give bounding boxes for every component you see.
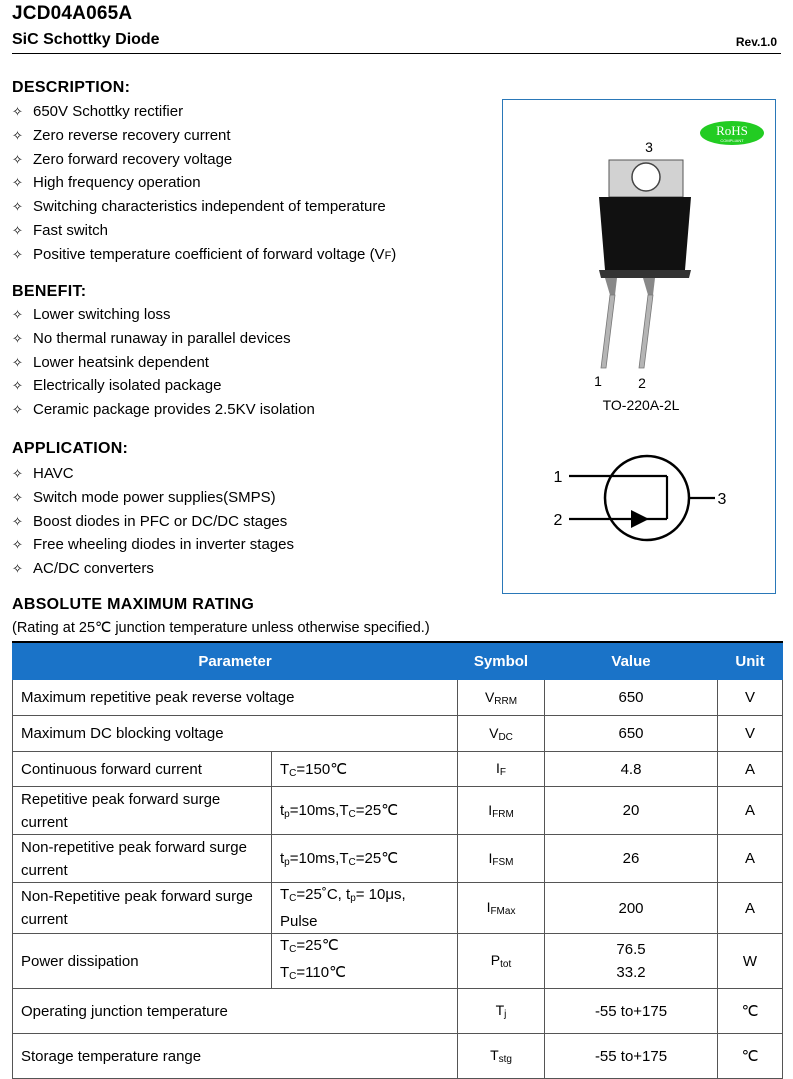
table-header-row xyxy=(13,642,783,680)
table-row xyxy=(13,934,783,989)
list-item xyxy=(12,100,396,124)
amr-note: (Rating at 25℃ junction temperature unless otherwise specified.) xyxy=(12,620,430,636)
benefit-title: BENEFIT: xyxy=(12,283,87,300)
param-cell: Operating junction temperature xyxy=(13,989,458,1034)
list-item xyxy=(12,462,294,486)
param-cell: Storage temperature range xyxy=(13,1034,458,1079)
list-item-text: Zero reverse recovery current xyxy=(33,126,231,144)
table-row xyxy=(13,989,783,1034)
condition-cell: TC=150℃ xyxy=(272,752,458,787)
schematic-circle xyxy=(605,456,689,540)
list-item xyxy=(12,533,294,557)
sparkle-bullet-icon: ✧ xyxy=(12,354,23,370)
subscript: F xyxy=(384,249,392,262)
sparkle-bullet-icon: ✧ xyxy=(12,537,23,553)
value-cell: 4.8 xyxy=(545,752,718,787)
list-item-text: Zero forward recovery voltage xyxy=(33,150,233,168)
col-header-parameter: Parameter xyxy=(13,642,458,680)
table-row xyxy=(13,752,783,787)
symbol-cell: IFSM xyxy=(458,835,545,883)
list-item xyxy=(12,351,315,375)
rohs-badge-label: RoHS xyxy=(716,123,748,138)
schematic-pin-1: 1 xyxy=(553,469,563,486)
param-cell: Power dissipation xyxy=(13,934,272,989)
header-divider xyxy=(12,53,781,54)
product-subtitle: SiC Schottky Diode xyxy=(12,31,160,48)
condition-cell: TC=25℃ TC=110℃ xyxy=(272,934,458,989)
pin-1-label: 1 xyxy=(594,373,602,389)
param-cell: Maximum repetitive peak reverse voltage xyxy=(13,680,458,716)
symbol-cell: IF xyxy=(458,752,545,787)
unit-cell: W xyxy=(718,934,783,989)
value-cell: 200 xyxy=(545,883,718,934)
benefit-list xyxy=(12,303,315,422)
value-cell: 650 xyxy=(545,716,718,752)
sparkle-bullet-icon: ✧ xyxy=(12,199,23,215)
list-item xyxy=(12,243,396,267)
list-item-text: Boost diodes in PFC or DC/DC stages xyxy=(33,512,288,530)
col-header-symbol: Symbol xyxy=(458,642,545,680)
sparkle-bullet-icon: ✧ xyxy=(12,246,23,262)
schematic-symbol xyxy=(554,456,727,540)
sparkle-bullet-icon: ✧ xyxy=(12,489,23,505)
unit-cell: V xyxy=(718,680,783,716)
list-item xyxy=(12,374,315,398)
list-item xyxy=(12,398,315,422)
sparkle-bullet-icon: ✧ xyxy=(12,151,23,167)
lead-1-shoulder xyxy=(605,278,617,295)
list-item xyxy=(12,148,396,172)
sparkle-bullet-icon: ✧ xyxy=(12,402,23,418)
table-row xyxy=(13,1034,783,1079)
list-item-text: Positive temperature coefficient of forward voltage (V xyxy=(33,245,385,263)
symbol-cell: Tj xyxy=(458,989,545,1034)
lead-2-shoulder xyxy=(643,278,655,295)
param-cell: Continuous forward current xyxy=(13,752,272,787)
package-figure xyxy=(502,99,776,594)
table-row xyxy=(13,680,783,716)
sparkle-bullet-icon: ✧ xyxy=(12,222,23,238)
list-item-text: No thermal runaway in parallel devices xyxy=(33,329,291,347)
application-title: APPLICATION: xyxy=(12,440,129,457)
unit-cell: ℃ xyxy=(718,1034,783,1079)
sparkle-bullet-icon: ✧ xyxy=(12,466,23,481)
value-cell: -55 to+175 xyxy=(545,1034,718,1079)
list-item-text: Switching characteristics independent of temperature xyxy=(33,198,386,216)
description-title: DESCRIPTION: xyxy=(12,79,131,96)
table-row xyxy=(13,716,783,752)
value-cell: 26 xyxy=(545,835,718,883)
lead-2 xyxy=(639,295,653,368)
symbol-cell: VDC xyxy=(458,716,545,752)
list-item-text: 650V Schottky rectifier xyxy=(33,103,184,120)
table-row xyxy=(13,835,783,883)
description-list xyxy=(12,100,396,267)
col-header-value: Value xyxy=(545,642,718,680)
sparkle-bullet-icon: ✧ xyxy=(12,561,23,577)
sparkle-bullet-icon: ✧ xyxy=(12,513,23,529)
list-item-text: ) xyxy=(391,245,397,263)
list-item-text: HAVC xyxy=(33,465,74,482)
param-cell: Non-Repetitive peak forward surge current xyxy=(13,883,272,934)
sparkle-bullet-icon: ✧ xyxy=(12,378,23,394)
param-cell: Non-repetitive peak forward surge current xyxy=(13,835,272,883)
application-list xyxy=(12,462,294,581)
package-drawing xyxy=(503,100,775,593)
diode-arrow-icon xyxy=(631,510,649,528)
condition-cell: tp=10ms,TC=25℃ xyxy=(272,787,458,835)
param-cell: Repetitive peak forward surge current xyxy=(13,787,272,835)
table-row xyxy=(13,787,783,835)
list-item-text: Fast switch xyxy=(33,221,109,239)
value-cell: -55 to+175 xyxy=(545,989,718,1034)
symbol-cell: Tstg xyxy=(458,1034,545,1079)
revision-label: Rev.1.0 xyxy=(735,35,777,49)
list-item-text: AC/DC converters xyxy=(33,560,154,578)
schematic-pin-2: 2 xyxy=(553,512,563,529)
amr-title: ABSOLUTE MAXIMUM RATING xyxy=(12,596,255,613)
sparkle-bullet-icon: ✧ xyxy=(12,127,23,143)
list-item xyxy=(12,219,396,243)
sparkle-bullet-icon: ✧ xyxy=(12,104,23,119)
unit-cell: A xyxy=(718,752,783,787)
unit-cell: A xyxy=(718,835,783,883)
symbol-cell: IFRM xyxy=(458,787,545,835)
list-item xyxy=(12,303,315,327)
list-item xyxy=(12,486,294,510)
col-header-unit: Unit xyxy=(718,642,783,680)
symbol-cell: IFMax xyxy=(458,883,545,934)
list-item-text: Electrically isolated package xyxy=(33,377,222,395)
list-item-text: Lower switching loss xyxy=(33,306,171,323)
ratings-table xyxy=(12,641,783,1079)
list-item xyxy=(12,557,294,581)
list-item xyxy=(12,124,396,148)
list-item-text: Ceramic package provides 2.5KV isolation xyxy=(33,401,315,419)
list-item-text: Switch mode power supplies(SMPS) xyxy=(33,488,276,506)
package-body xyxy=(599,197,691,270)
table-row xyxy=(13,883,783,934)
unit-cell: A xyxy=(718,883,783,934)
condition-cell: TC=25˚C, tp= 10μs, Pulse xyxy=(272,883,458,934)
condition-cell: tp=10ms,TC=25℃ xyxy=(272,835,458,883)
list-item xyxy=(12,195,396,219)
list-item xyxy=(12,510,294,534)
list-item-text: High frequency operation xyxy=(33,174,201,192)
mounting-hole xyxy=(632,163,660,191)
symbol-cell: VRRM xyxy=(458,680,545,716)
list-item-text: Lower heatsink dependent xyxy=(33,353,209,371)
package-body-edge xyxy=(599,270,691,278)
schematic-pin-3: 3 xyxy=(717,491,727,508)
part-number: JCD04A065A xyxy=(12,3,133,24)
value-cell: 76.5 33.2 xyxy=(545,934,718,989)
value-cell: 650 xyxy=(545,680,718,716)
sparkle-bullet-icon: ✧ xyxy=(12,307,23,322)
list-item xyxy=(12,327,315,351)
lead-1 xyxy=(601,295,615,368)
list-item-text: Free wheeling diodes in inverter stages xyxy=(33,536,294,554)
rohs-badge-sub: COMPLIANT xyxy=(720,138,744,143)
param-cell: Maximum DC blocking voltage xyxy=(13,716,458,752)
symbol-cell: Ptot xyxy=(458,934,545,989)
list-item xyxy=(12,171,396,195)
unit-cell: A xyxy=(718,787,783,835)
package-name: TO-220A-2L xyxy=(602,397,680,413)
pin-2-label: 2 xyxy=(638,375,646,391)
pin-3-label: 3 xyxy=(645,139,653,155)
unit-cell: ℃ xyxy=(718,989,783,1034)
sparkle-bullet-icon: ✧ xyxy=(12,175,23,191)
rohs-badge xyxy=(700,121,764,145)
unit-cell: V xyxy=(718,716,783,752)
sparkle-bullet-icon: ✧ xyxy=(12,330,23,346)
value-cell: 20 xyxy=(545,787,718,835)
